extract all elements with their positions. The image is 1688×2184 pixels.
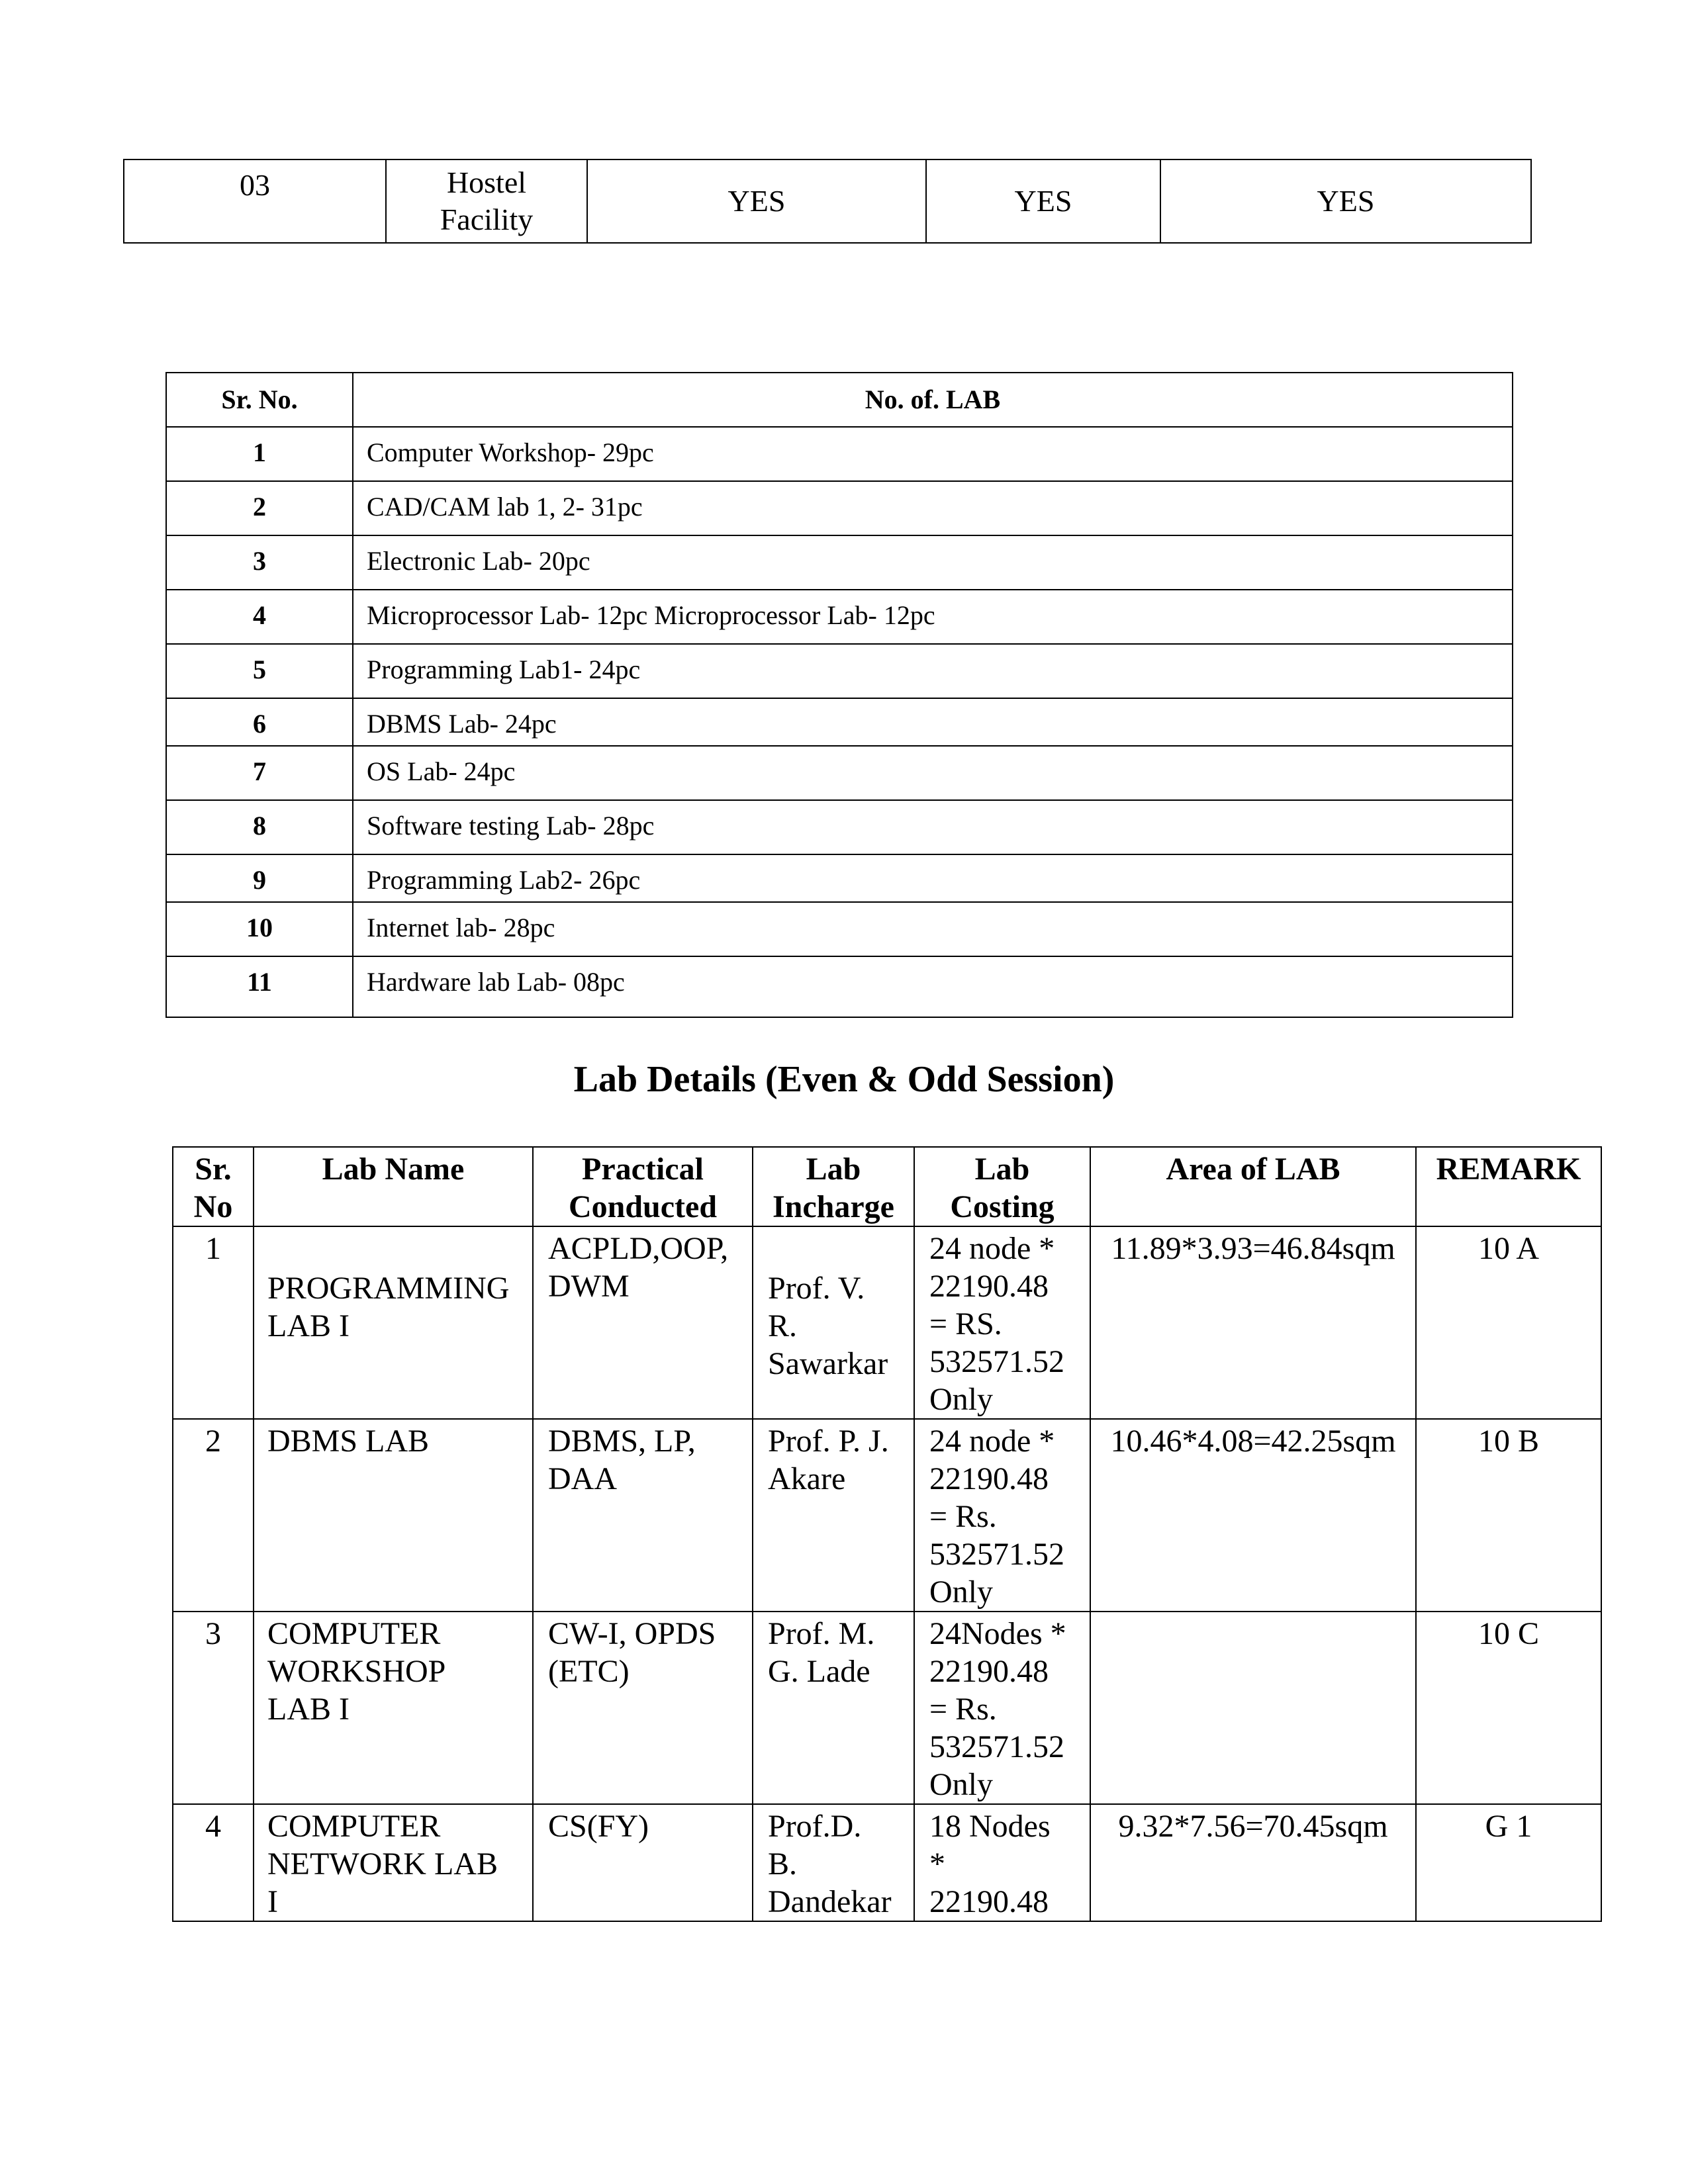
lab-details-table: [172, 1146, 1602, 1922]
name-line: COMPUTER: [267, 1809, 441, 1844]
row-costing: [914, 1226, 1090, 1419]
costing-line: Only: [929, 1574, 993, 1610]
row-remark: 10 B: [1416, 1419, 1601, 1612]
row-incharge: [753, 1804, 914, 1921]
header-incharge: [753, 1147, 914, 1226]
practical-line: CW-I, OPDS: [548, 1616, 716, 1651]
header-incharge-line1: Lab: [806, 1152, 861, 1187]
row-area: 11.89*3.93=46.84sqm: [1090, 1226, 1416, 1419]
incharge-line: R.: [768, 1308, 798, 1343]
row-sr: 11: [166, 956, 353, 1017]
costing-line: Only: [929, 1382, 993, 1417]
incharge-line: Prof. P. J.: [768, 1424, 889, 1459]
row-sr: 2: [166, 481, 353, 535]
table-row: [166, 854, 1513, 902]
practical-line: (ETC): [548, 1654, 630, 1689]
row-costing: [914, 1419, 1090, 1612]
row-lab-name: [254, 1804, 533, 1921]
costing-line: 22190.48: [929, 1461, 1049, 1496]
row-sr: 8: [166, 800, 353, 854]
row-area: [1090, 1612, 1416, 1804]
costing-line: = Rs.: [929, 1499, 997, 1534]
table-row: [166, 746, 1513, 800]
table-row: [173, 1804, 1601, 1921]
incharge-line: B.: [768, 1846, 798, 1882]
row-sr: 3: [166, 535, 353, 590]
header-no-of-lab: No. of. LAB: [353, 373, 1513, 427]
costing-line: 532571.52: [929, 1729, 1064, 1764]
row-practical: [533, 1804, 753, 1921]
incharge-line: Prof.D.: [768, 1809, 862, 1844]
header-practical: [533, 1147, 753, 1226]
table-row: [166, 481, 1513, 535]
row-remark: G 1: [1416, 1804, 1601, 1921]
row-lab: Programming Lab1- 24pc: [353, 644, 1513, 698]
practical-line: DAA: [548, 1461, 617, 1496]
row-lab: Programming Lab2- 26pc: [353, 854, 1513, 902]
row-sr: 2: [173, 1419, 254, 1612]
incharge-line: Dandekar: [768, 1884, 892, 1919]
incharge-line: Prof. M.: [768, 1616, 875, 1651]
costing-line: 532571.52: [929, 1344, 1064, 1379]
costing-line: 18 Nodes: [929, 1809, 1051, 1844]
row-lab-name: [254, 1612, 533, 1804]
row-lab: Software testing Lab- 28pc: [353, 800, 1513, 854]
header-costing-line1: Lab: [974, 1152, 1030, 1187]
costing-line: 24 node *: [929, 1424, 1055, 1459]
practical-line: DWM: [548, 1269, 630, 1304]
costing-line: 22190.48: [929, 1884, 1049, 1919]
facility-sr: 03: [124, 159, 386, 243]
incharge-line: G. Lade: [768, 1654, 870, 1689]
header-sr-no: [173, 1147, 254, 1226]
row-practical: [533, 1419, 753, 1612]
row-practical: [533, 1612, 753, 1804]
row-sr: 6: [166, 698, 353, 746]
costing-line: *: [929, 1846, 945, 1882]
header-sr-line1: Sr.: [195, 1152, 232, 1187]
name-line: NETWORK LAB: [267, 1846, 498, 1882]
section-heading: Lab Details (Even & Odd Session): [573, 1059, 1115, 1100]
header-sr-line2: No: [193, 1189, 233, 1224]
table-row: [166, 535, 1513, 590]
header-costing-line2: Costing: [950, 1189, 1055, 1224]
table-header-row: [173, 1147, 1601, 1226]
row-lab-name: [254, 1419, 533, 1612]
name-line: DBMS LAB: [267, 1424, 430, 1459]
costing-line: = RS.: [929, 1306, 1002, 1342]
practical-line: DBMS, LP,: [548, 1424, 696, 1459]
row-incharge: [753, 1419, 914, 1612]
facility-table: [123, 159, 1532, 244]
costing-line: 532571.52: [929, 1537, 1064, 1572]
facility-name-line1: Hostel: [446, 165, 527, 199]
costing-line: 22190.48: [929, 1269, 1049, 1304]
costing-line: Only: [929, 1767, 993, 1802]
table-row: [166, 590, 1513, 644]
row-lab: Microprocessor Lab- 12pc Microprocessor Lab- 12pc: [353, 590, 1513, 644]
header-practical-line2: Conducted: [568, 1189, 718, 1224]
row-lab: Electronic Lab- 20pc: [353, 535, 1513, 590]
facility-name-line2: Facility: [440, 203, 534, 236]
row-sr: 4: [173, 1804, 254, 1921]
row-incharge: [753, 1612, 914, 1804]
row-lab-name: [254, 1226, 533, 1419]
row-sr: 5: [166, 644, 353, 698]
table-row: [124, 159, 1531, 243]
facility-name: [386, 159, 587, 243]
header-practical-line1: Practical: [582, 1152, 704, 1187]
row-lab: Internet lab- 28pc: [353, 902, 1513, 956]
table-row: [173, 1419, 1601, 1612]
header-sr-no: Sr. No.: [166, 373, 353, 427]
incharge-line: Sawarkar: [768, 1346, 888, 1381]
facility-col4: YES: [926, 159, 1160, 243]
row-sr: 1: [173, 1226, 254, 1419]
costing-line: = Rs.: [929, 1692, 997, 1727]
row-remark: 10 A: [1416, 1226, 1601, 1419]
facility-col3: YES: [587, 159, 926, 243]
header-costing: [914, 1147, 1090, 1226]
table-row: [166, 956, 1513, 1017]
row-sr: 3: [173, 1612, 254, 1804]
header-lab-name: Lab Name: [254, 1147, 533, 1226]
name-line: COMPUTER: [267, 1616, 441, 1651]
practical-line: CS(FY): [548, 1809, 649, 1844]
header-incharge-line2: Incharge: [773, 1189, 894, 1224]
row-sr: 1: [166, 427, 353, 481]
lab-list-table: [165, 372, 1513, 1018]
header-remark: REMARK: [1416, 1147, 1601, 1226]
name-line: PROGRAMMING: [267, 1271, 510, 1306]
facility-col5: YES: [1160, 159, 1531, 243]
name-line: LAB I: [267, 1308, 350, 1343]
row-sr: 4: [166, 590, 353, 644]
table-row: [166, 644, 1513, 698]
row-costing: [914, 1804, 1090, 1921]
name-line: I: [267, 1884, 278, 1919]
costing-line: 22190.48: [929, 1654, 1049, 1689]
row-lab: CAD/CAM lab 1, 2- 31pc: [353, 481, 1513, 535]
row-area: 9.32*7.56=70.45sqm: [1090, 1804, 1416, 1921]
row-costing: [914, 1612, 1090, 1804]
table-row: [173, 1612, 1601, 1804]
row-area: 10.46*4.08=42.25sqm: [1090, 1419, 1416, 1612]
name-line: WORKSHOP: [267, 1654, 446, 1689]
table-row: [166, 427, 1513, 481]
incharge-line: Prof. V.: [768, 1271, 865, 1306]
row-incharge: [753, 1226, 914, 1419]
row-remark: 10 C: [1416, 1612, 1601, 1804]
row-sr: 7: [166, 746, 353, 800]
table-row: [166, 698, 1513, 746]
row-lab: OS Lab- 24pc: [353, 746, 1513, 800]
practical-line: ACPLD,OOP,: [548, 1231, 729, 1266]
costing-line: 24Nodes *: [929, 1616, 1066, 1651]
table-header-row: [166, 373, 1513, 427]
row-sr: 9: [166, 854, 353, 902]
row-sr: 10: [166, 902, 353, 956]
row-practical: [533, 1226, 753, 1419]
incharge-line: Akare: [768, 1461, 846, 1496]
costing-line: 24 node *: [929, 1231, 1055, 1266]
row-lab: DBMS Lab- 24pc: [353, 698, 1513, 746]
header-area: Area of LAB: [1090, 1147, 1416, 1226]
table-row: [166, 902, 1513, 956]
name-line: LAB I: [267, 1692, 350, 1727]
row-lab: Computer Workshop- 29pc: [353, 427, 1513, 481]
row-lab: Hardware lab Lab- 08pc: [353, 956, 1513, 1017]
table-row: [166, 800, 1513, 854]
table-row: [173, 1226, 1601, 1419]
